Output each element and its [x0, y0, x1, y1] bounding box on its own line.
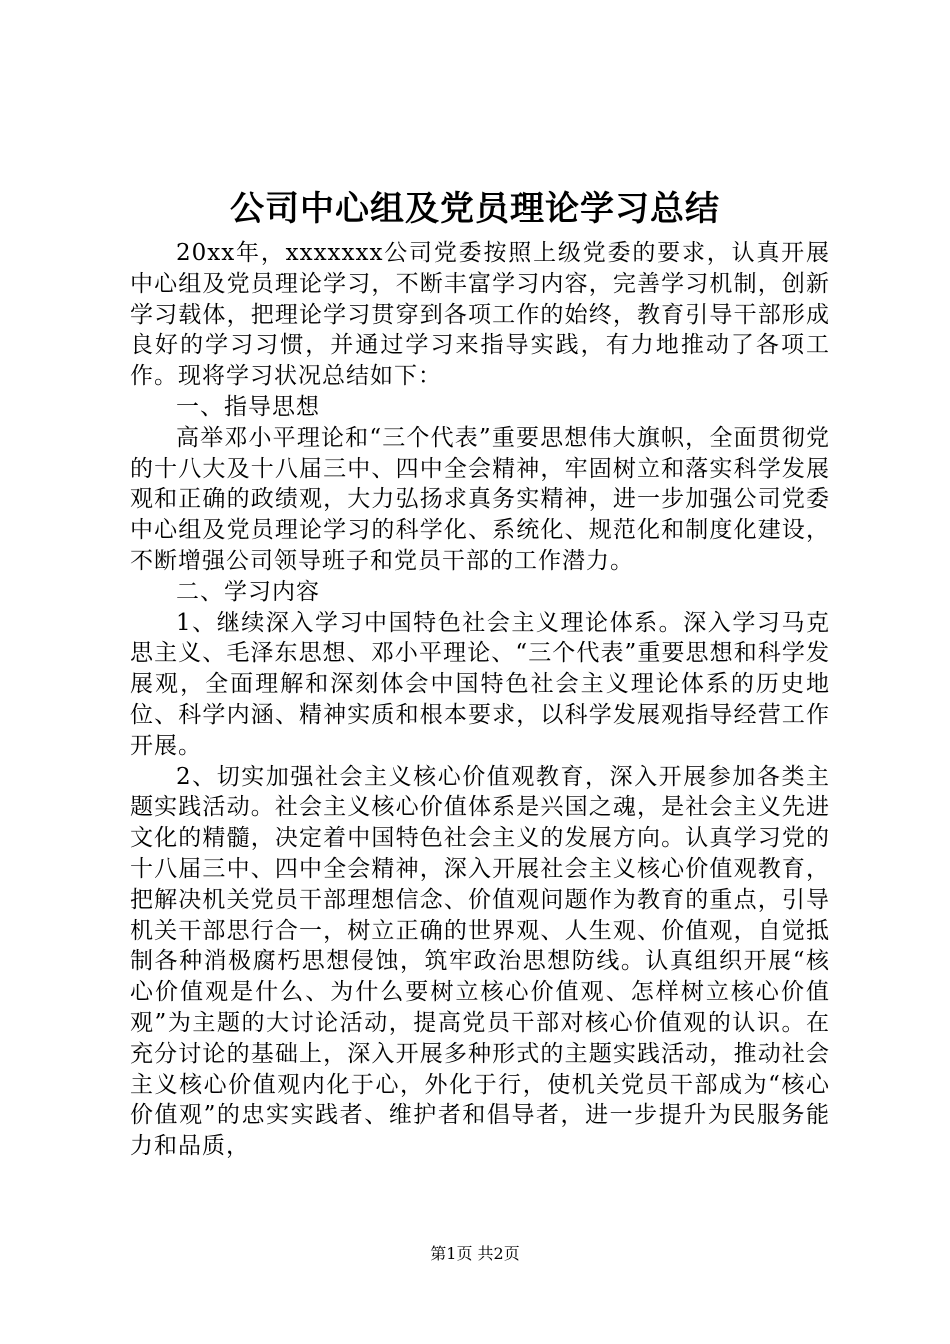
study-content-paragraph-1: 1、继续深入学习中国特色社会主义理论体系。深入学习马克思主义、毛泽东思想、邓小平理论、“三个代表”重要思想和科学发展观，全面理解和深刻体会中国特色社会主义理论体系的历史地位、科学内涵、精神实质和根本要求，以科学发展观指导经营工作开展。	[130, 609, 830, 759]
section-heading-study-content: 二、学习内容	[176, 578, 320, 605]
study-content-paragraph-2: 2、切实加强社会主义核心价值观教育，深入开展参加各类主题实践活动。社会主义核心价值体系是兴国之魂，是社会主义先进文化的精髓，决定着中国特色社会主义的发展方向。认真学习党的十八届三中、四中全会精神，深入开展社会主义核心价值观教育，把解决机关党员干部理想信念、价值观问题作为教育的重点，引导机关干部思行合一，树立正确的世界观、人生观、价值观，自觉抵制各种消极腐朽思想侵蚀，筑牢政治思想防线。认真组织开展“核心价值观是什么、为什么要树立核心价值观、怎样树立核心价值观”为主题的大讨论活动，提高党员干部对核心价值观的认识。在充分讨论的基础上，深入开展多种形式的主题实践活动，推动社会主义核心价值观内化于心，外化于行，使机关党员干部成为“核心价值观”的忠实实践者、维护者和倡导者，进一步提升为民服务能力和品质，	[130, 763, 830, 1160]
document-body	[130, 238, 830, 1162]
document-title: 公司中心组及党员理论学习总结	[230, 189, 720, 229]
intro-paragraph: 20xx年，xxxxxxx公司党委按照上级党委的要求，认真开展中心组及党员理论学习，不断丰富学习内容，完善学习机制，创新学习载体，把理论学习贯穿到各项工作的始终，教育引导干部形成良好的学习习惯，并通过学习来指导实践，有力地推动了各项工作。现将学习状况总结如下：	[130, 240, 830, 390]
page-number-footer: 第1页 共2页	[430, 1244, 520, 1263]
section-heading-guiding-thought: 一、指导思想	[176, 393, 320, 420]
guiding-thought-paragraph: 高举邓小平理论和“三个代表”重要思想伟大旗帜，全面贯彻党的十八大及十八届三中、四中全会精神，牢固树立和落实科学发展观和正确的政绩观，大力弘扬求真务实精神，进一步加强公司党委中心组及党员理论学习的科学化、系统化、规范化和制度化建设，不断增强公司领导班子和党员干部的工作潜力。	[130, 424, 830, 574]
